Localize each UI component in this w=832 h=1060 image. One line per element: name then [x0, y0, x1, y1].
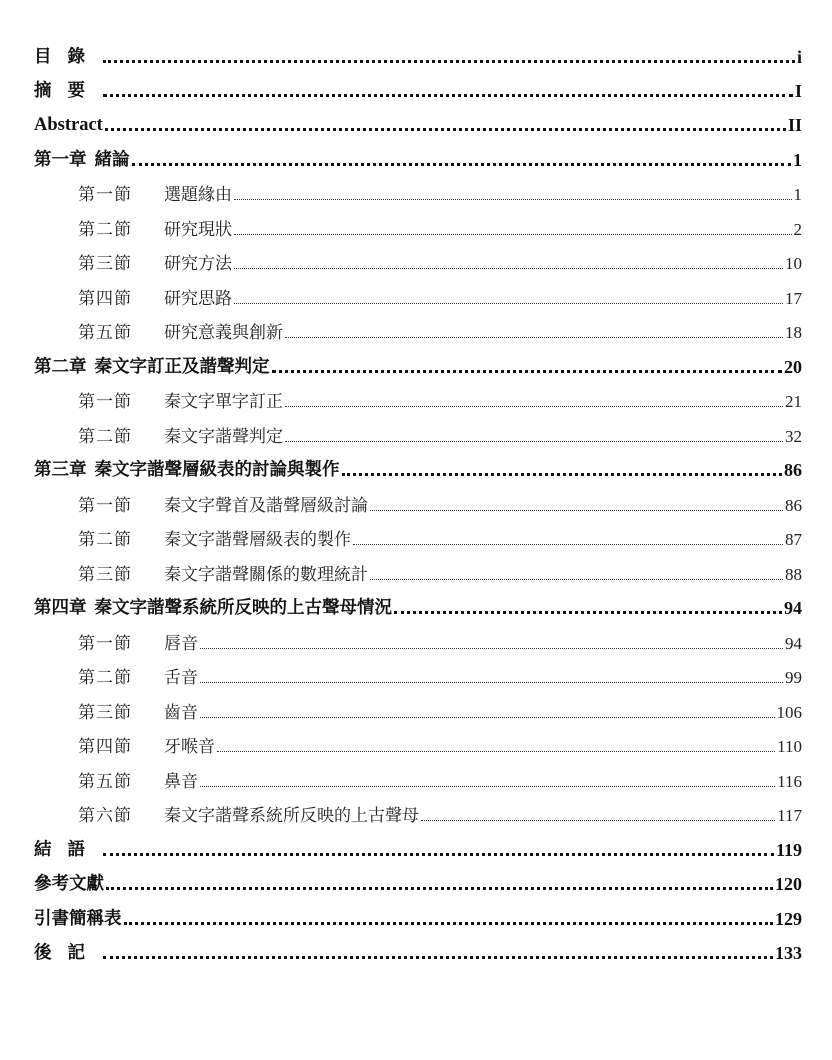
dot-leader	[234, 232, 792, 235]
section-number: 第二節	[78, 668, 132, 688]
section-number: 第四節	[78, 289, 132, 309]
entry-title: 引書簡稱表	[34, 909, 122, 929]
dot-leader	[370, 577, 783, 580]
entry-title: 緒論	[94, 150, 130, 170]
page-number: I	[794, 81, 802, 101]
page-number: 117	[777, 806, 802, 825]
page-number: 1	[793, 150, 802, 170]
toc-section-entry[interactable]	[34, 206, 802, 240]
toc-chapter-entry[interactable]	[34, 896, 802, 930]
page-number: 94	[784, 598, 802, 618]
dot-leader	[370, 508, 783, 511]
toc-section-entry[interactable]	[34, 654, 802, 688]
toc-chapter-entry[interactable]	[34, 34, 802, 68]
entry-title: 研究意義與創新	[164, 323, 283, 343]
section-number: 第一節	[78, 634, 132, 654]
dot-leader	[272, 368, 783, 373]
dot-leader	[124, 920, 774, 925]
dot-leader	[234, 197, 792, 200]
entry-title: 秦文字單字訂正	[164, 392, 283, 412]
chapter-number: 第四章	[34, 598, 87, 618]
entry-title: Abstract	[34, 115, 103, 135]
dot-leader	[105, 126, 786, 131]
toc-section-entry[interactable]	[34, 482, 802, 516]
dot-leader	[421, 818, 775, 821]
toc-chapter-entry[interactable]	[34, 137, 802, 171]
entry-title: 唇音	[164, 634, 198, 654]
section-number: 第三節	[78, 254, 132, 274]
page-number: i	[796, 47, 802, 67]
entry-title: 摘要	[34, 81, 101, 101]
dot-leader	[200, 784, 775, 787]
page-number: 1	[793, 185, 802, 204]
entry-title: 研究現狀	[164, 220, 232, 240]
page-number: 18	[785, 323, 802, 342]
page-number: 119	[775, 840, 802, 860]
toc-section-entry[interactable]	[34, 516, 802, 550]
entry-title: 秦文字諧聲關係的數理統計	[164, 565, 368, 585]
page-number: 106	[776, 703, 802, 722]
page-number: 94	[785, 634, 802, 653]
page-number: 10	[785, 254, 802, 273]
page-number: 110	[777, 737, 802, 756]
section-number: 第三節	[78, 565, 132, 585]
dot-leader	[103, 851, 774, 856]
dot-leader	[285, 404, 783, 407]
toc-section-entry[interactable]	[34, 689, 802, 723]
page-number: 17	[785, 289, 802, 308]
entry-title: 齒音	[164, 703, 198, 723]
entry-title: 參考文獻	[34, 874, 104, 894]
dot-leader	[200, 646, 783, 649]
toc-chapter-entry[interactable]	[34, 344, 802, 378]
toc-chapter-entry[interactable]	[34, 102, 802, 136]
toc-section-entry[interactable]	[34, 723, 802, 757]
page-number: 88	[785, 565, 802, 584]
entry-title: 秦文字諧聲層級表的討論與製作	[94, 460, 340, 480]
entry-title: 鼻音	[164, 772, 198, 792]
section-number: 第一節	[78, 392, 132, 412]
entry-title: 舌音	[164, 668, 198, 688]
dot-leader	[103, 92, 793, 97]
section-number: 第一節	[78, 185, 132, 205]
entry-title: 秦文字聲首及諧聲層級討論	[164, 496, 368, 516]
toc-chapter-entry[interactable]	[34, 447, 802, 481]
dot-leader	[285, 335, 783, 338]
page-number: 86	[784, 460, 802, 480]
toc-chapter-entry[interactable]	[34, 585, 802, 619]
section-number: 第五節	[78, 323, 132, 343]
page-number: 120	[775, 874, 802, 894]
page-number: 86	[785, 496, 802, 515]
toc-section-entry[interactable]	[34, 378, 802, 412]
dot-leader	[200, 715, 775, 718]
dot-leader	[217, 749, 775, 752]
dot-leader	[234, 301, 783, 304]
page-number: 20	[784, 357, 802, 377]
page-number: 21	[785, 392, 802, 411]
toc-section-entry[interactable]	[34, 413, 802, 447]
page-number: 129	[775, 909, 802, 929]
section-number: 第二節	[78, 530, 132, 550]
section-number: 第五節	[78, 772, 132, 792]
entry-title: 研究方法	[164, 254, 232, 274]
toc-chapter-entry[interactable]	[34, 827, 802, 861]
toc-section-entry[interactable]	[34, 309, 802, 343]
dot-leader	[353, 542, 783, 545]
toc-section-entry[interactable]	[34, 171, 802, 205]
dot-leader	[132, 161, 792, 166]
dot-leader	[106, 885, 773, 890]
section-number: 第一節	[78, 496, 132, 516]
page-number: 99	[785, 668, 802, 687]
section-number: 第六節	[78, 806, 132, 826]
section-number: 第四節	[78, 737, 132, 757]
section-number: 第二節	[78, 220, 132, 240]
page-number: 2	[793, 220, 802, 239]
dot-leader	[342, 471, 783, 476]
entry-title: 秦文字訂正及諧聲判定	[94, 357, 270, 377]
toc-section-entry[interactable]	[34, 620, 802, 654]
entry-title: 選題緣由	[164, 185, 232, 205]
section-number: 第三節	[78, 703, 132, 723]
chapter-number: 第三章	[34, 460, 87, 480]
page-number: 87	[785, 530, 802, 549]
entry-title: 後記	[34, 943, 101, 963]
entry-title: 目錄	[34, 47, 101, 67]
entry-title: 秦文字諧聲判定	[164, 427, 283, 447]
entry-title: 秦文字諧聲系統所反映的上古聲母	[164, 806, 419, 826]
dot-leader	[285, 439, 783, 442]
page-number: 133	[775, 943, 802, 963]
toc-chapter-entry[interactable]	[34, 861, 802, 895]
entry-title: 牙喉音	[164, 737, 215, 757]
dot-leader	[103, 58, 795, 63]
section-number: 第二節	[78, 427, 132, 447]
toc-section-entry[interactable]	[34, 551, 802, 585]
toc-section-entry[interactable]	[34, 758, 802, 792]
page-number: 116	[777, 772, 802, 791]
entry-title: 結語	[34, 840, 101, 860]
dot-leader	[103, 954, 773, 959]
toc-chapter-entry[interactable]	[34, 68, 802, 102]
chapter-number: 第一章	[34, 150, 87, 170]
toc-section-entry[interactable]	[34, 240, 802, 274]
entry-title: 秦文字諧聲層級表的製作	[164, 530, 351, 550]
chapter-number: 第二章	[34, 357, 87, 377]
dot-leader	[234, 266, 783, 269]
toc-section-entry[interactable]	[34, 275, 802, 309]
dot-leader	[200, 680, 783, 683]
dot-leader	[394, 609, 782, 614]
entry-title: 秦文字諧聲系統所反映的上古聲母情況	[94, 598, 392, 618]
page-number: 32	[785, 427, 802, 446]
page-number: II	[787, 115, 802, 135]
entry-title: 研究思路	[164, 289, 232, 309]
toc-chapter-entry[interactable]	[34, 930, 802, 964]
toc-section-entry[interactable]	[34, 792, 802, 826]
